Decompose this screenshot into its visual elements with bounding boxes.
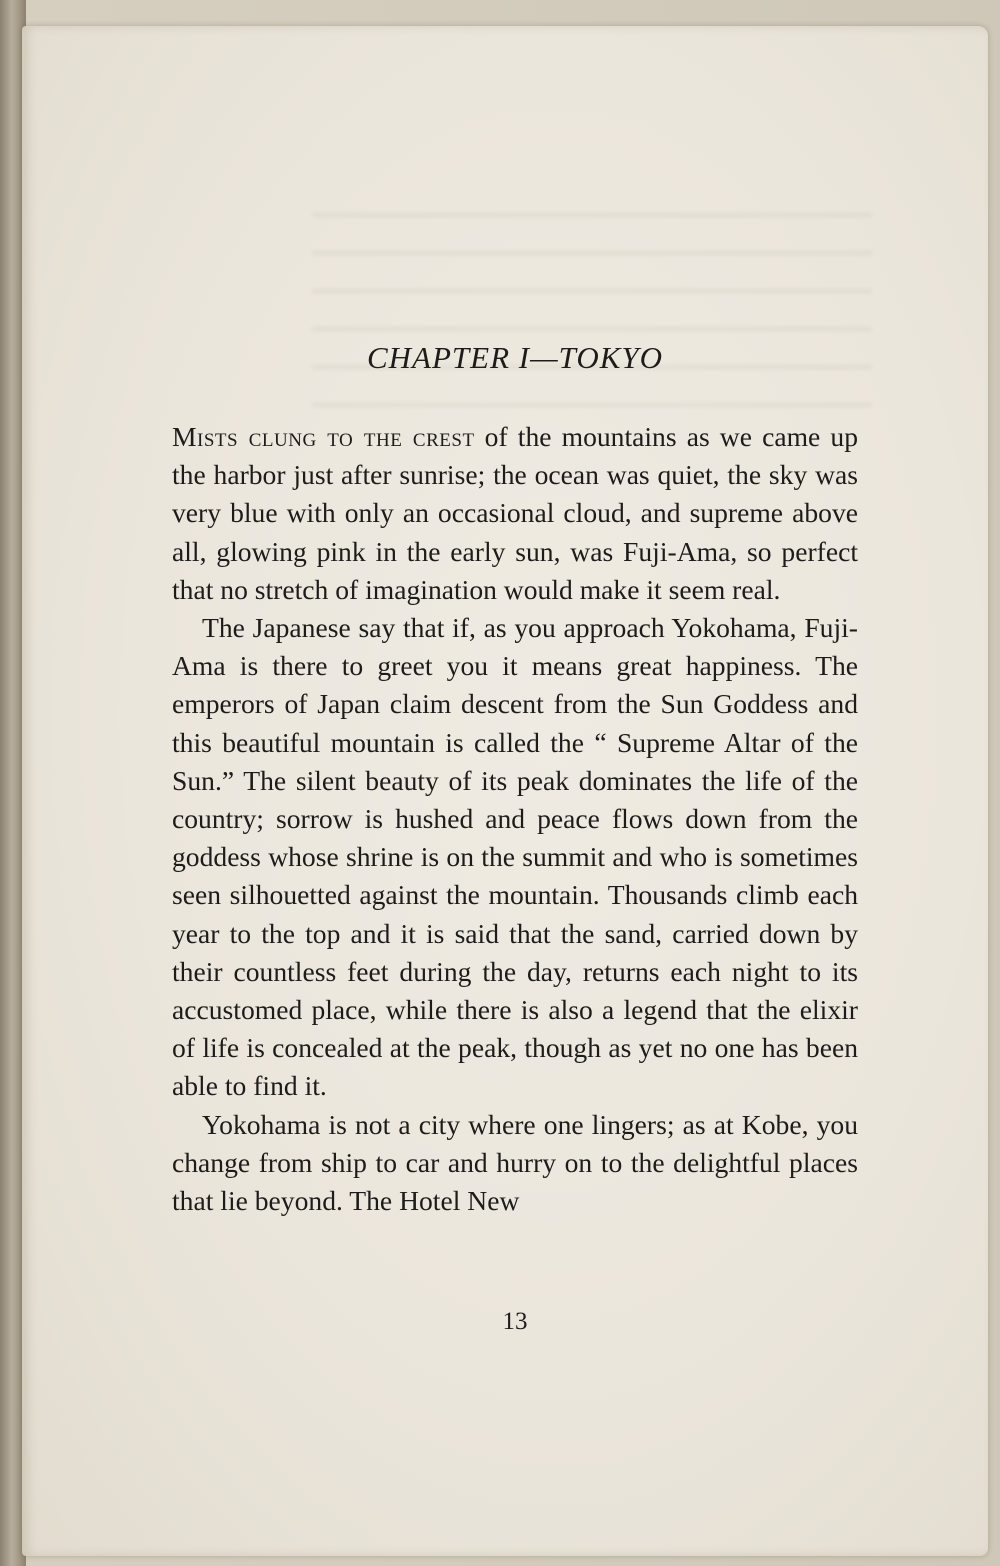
page-number: 13	[502, 1308, 528, 1335]
paragraph-3: Yokohama is not a city where one lingers; as at Kobe, you change from ship to car and hurry on to the delightful places that lie beyond. The Hotel New	[172, 1108, 858, 1217]
chapter-title: CHAPTER I—TOKYO	[366, 340, 664, 375]
show-through-texture	[312, 191, 872, 421]
paragraph-1	[172, 418, 858, 609]
paragraph-1-text: of the mountains as we came up the harbor just after sunrise; the ocean was quiet, the sky was very blue with only an occasional cloud, and supreme above all, glowing pink in the early sun, was Fuji-Ama, so perfect that no stretch of imagination would make it seem real.	[172, 421, 858, 605]
body-text	[172, 418, 858, 1220]
paragraph-1-lead: Mists clung to the crest	[172, 421, 475, 452]
paragraph-2: The Japanese say that if, as you approach Yokohama, Fuji-Ama is there to greet you it means great happiness. The emperors of Japan claim descent from the Sun Goddess and this beautiful mountain is called the “ Supreme Altar of the Sun.” The silent beauty of its peak dominates the life of the country; sorrow is hushed and peace flows down from the goddess whose shrine is on the summit and who is sometimes seen silhouetted against the mountain. Thousands climb each year to the top and it is said that the sand, carried down by their countless feet during the day, returns each night to its accustomed place, while there is also a legend that the elixir of life is concealed at the peak, though as yet no one has been able to find it.	[172, 612, 858, 1102]
book-page	[22, 26, 988, 1556]
